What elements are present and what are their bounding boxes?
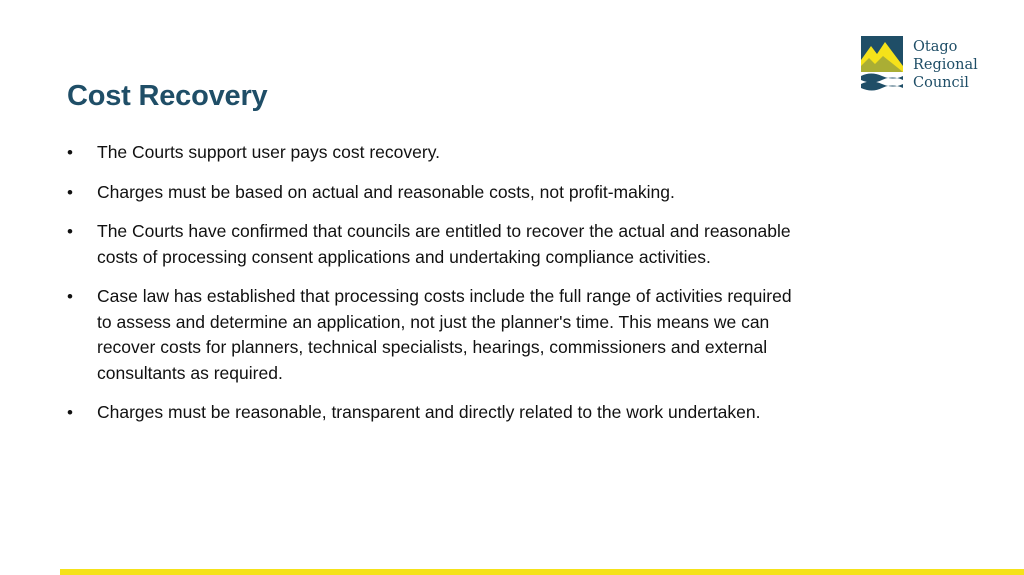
slide-title: Cost Recovery: [67, 80, 268, 112]
bullet-text: The Courts have confirmed that councils are entitled to recover the actual and reasonable costs of processing consent applications and undertaking compliance activities.: [97, 221, 791, 267]
bullet-text: Case law has established that processing costs include the full range of activities required to assess and determine an application, not just the planner's time. This means we can recover costs for planners, technical specialists, hearings, commissioners and external consultants as required.: [97, 286, 792, 383]
bullet-icon: •: [67, 143, 73, 162]
bullet-icon: •: [67, 403, 73, 422]
logo-wordmark: [913, 38, 978, 92]
logo-line-regional: Regional: [913, 57, 978, 73]
bullet-item: [67, 180, 807, 206]
bullet-icon: •: [67, 182, 73, 202]
org-logo: [861, 36, 1001, 96]
bullet-item: [67, 284, 807, 386]
otago-regional-council-logo-icon: [861, 36, 903, 92]
logo-line-council: Council: [913, 75, 969, 91]
bullet-item: [67, 140, 807, 166]
bullet-icon: •: [67, 287, 73, 306]
bullet-text: Charges must be reasonable, transparent and directly related to the work undertaken.: [97, 402, 761, 422]
bullet-text: The Courts support user pays cost recovery.: [97, 142, 441, 162]
bullet-list: [67, 140, 807, 440]
bullet-text: Charges must be based on actual and reasonable costs, not profit-making.: [97, 181, 675, 202]
logo-line-otago: Otago: [913, 39, 958, 55]
bullet-icon: •: [67, 222, 73, 241]
accent-bar: [60, 569, 1024, 575]
bullet-item: [67, 219, 807, 270]
bullet-item: [67, 400, 807, 426]
